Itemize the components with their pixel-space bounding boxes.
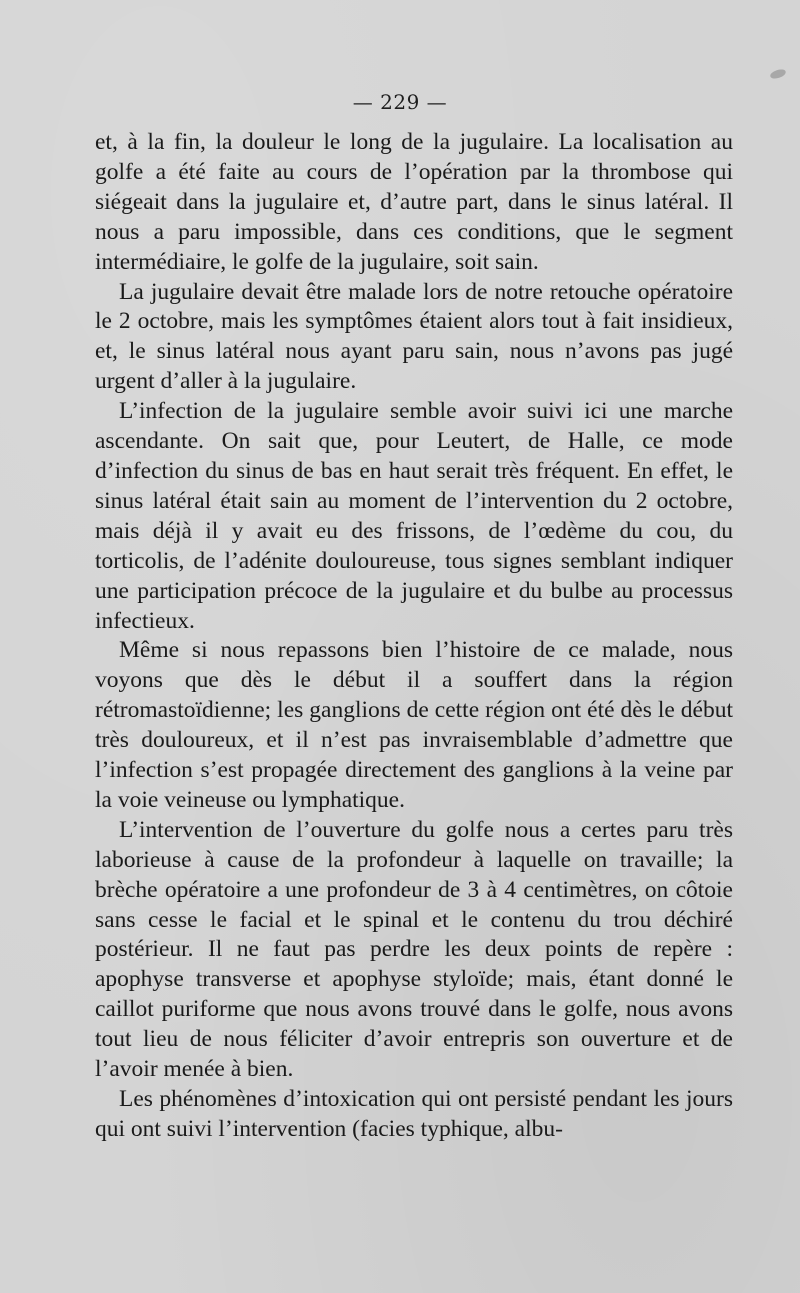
paragraph: L’intervention de l’ouverture du golfe nous a certes paru très laborieuse à cause de la profondeur à laquelle on travaille; la brèche opératoire a une profondeur de 3 à 4 centimètres, on côtoie sans cesse le facial et le spinal et le contenu du trou déchiré postérieur. Il ne faut pas perdre les deux points de repère : apophyse transverse et apophyse styloïde; mais, étant donné le caillot puriforme que nous avons trouvé dans le golfe, nous avons tout lieu de nous féliciter d’avoir entrepris son ouverture et de l’avoir menée à bien. <box>95 816 733 1083</box>
body-text <box>95 128 733 1145</box>
paragraph-continuation: et, à la fin, la douleur le long de la jugulaire. La localisation au golfe a été faite au cours de l’opération par la thrombose qui siégeait dans la jugulaire et, d’autre part, dans le sinus latéral. Il nous a paru impossible, dans ces conditions, que le segment intermédiaire, le golfe de la jugulaire, soit sain. <box>95 129 733 275</box>
paragraph: L’infection de la jugulaire semble avoir suivi ici une marche ascendante. On sait que, pour Leutert, de Halle, ce mode d’infection du sinus de bas en haut serait très fréquent. En effet, le sinus latéral était sain au moment de l’intervention du 2 octobre, mais déjà il y avait eu des frissons, de l’œdème du cou, du torticolis, de l’adénite douloureuse, tous signes semblant indiquer une participation précoce de la jugulaire et du bulbe au processus infectieux. <box>95 398 733 634</box>
paragraph: Même si nous repassons bien l’histoire de ce malade, nous voyons que dès le début il a souffert dans la région rétromastoïdienne; les ganglions de cette région ont été dès le début très douloureux, et il n’est pas invraisemblable d’admettre que l’infection s’est propagée directement des ganglions à la veine par la voie veineuse ou lymphatique. <box>95 637 733 813</box>
paragraph: Les phénomènes d’intoxication qui ont persisté pendant les jours qui ont suivi l’intervention (facies typhique, albu- <box>95 1086 733 1142</box>
paragraph: La jugulaire devait être malade lors de notre retouche opératoire le 2 octobre, mais les symptômes étaient alors tout à fait insidieux, et, le sinus latéral nous ayant paru sain, nous n’avons pas jugé urgent d’aller à la jugulaire. <box>95 278 733 395</box>
page-number: — 229 — <box>352 90 448 114</box>
paper-blemish <box>769 68 787 81</box>
